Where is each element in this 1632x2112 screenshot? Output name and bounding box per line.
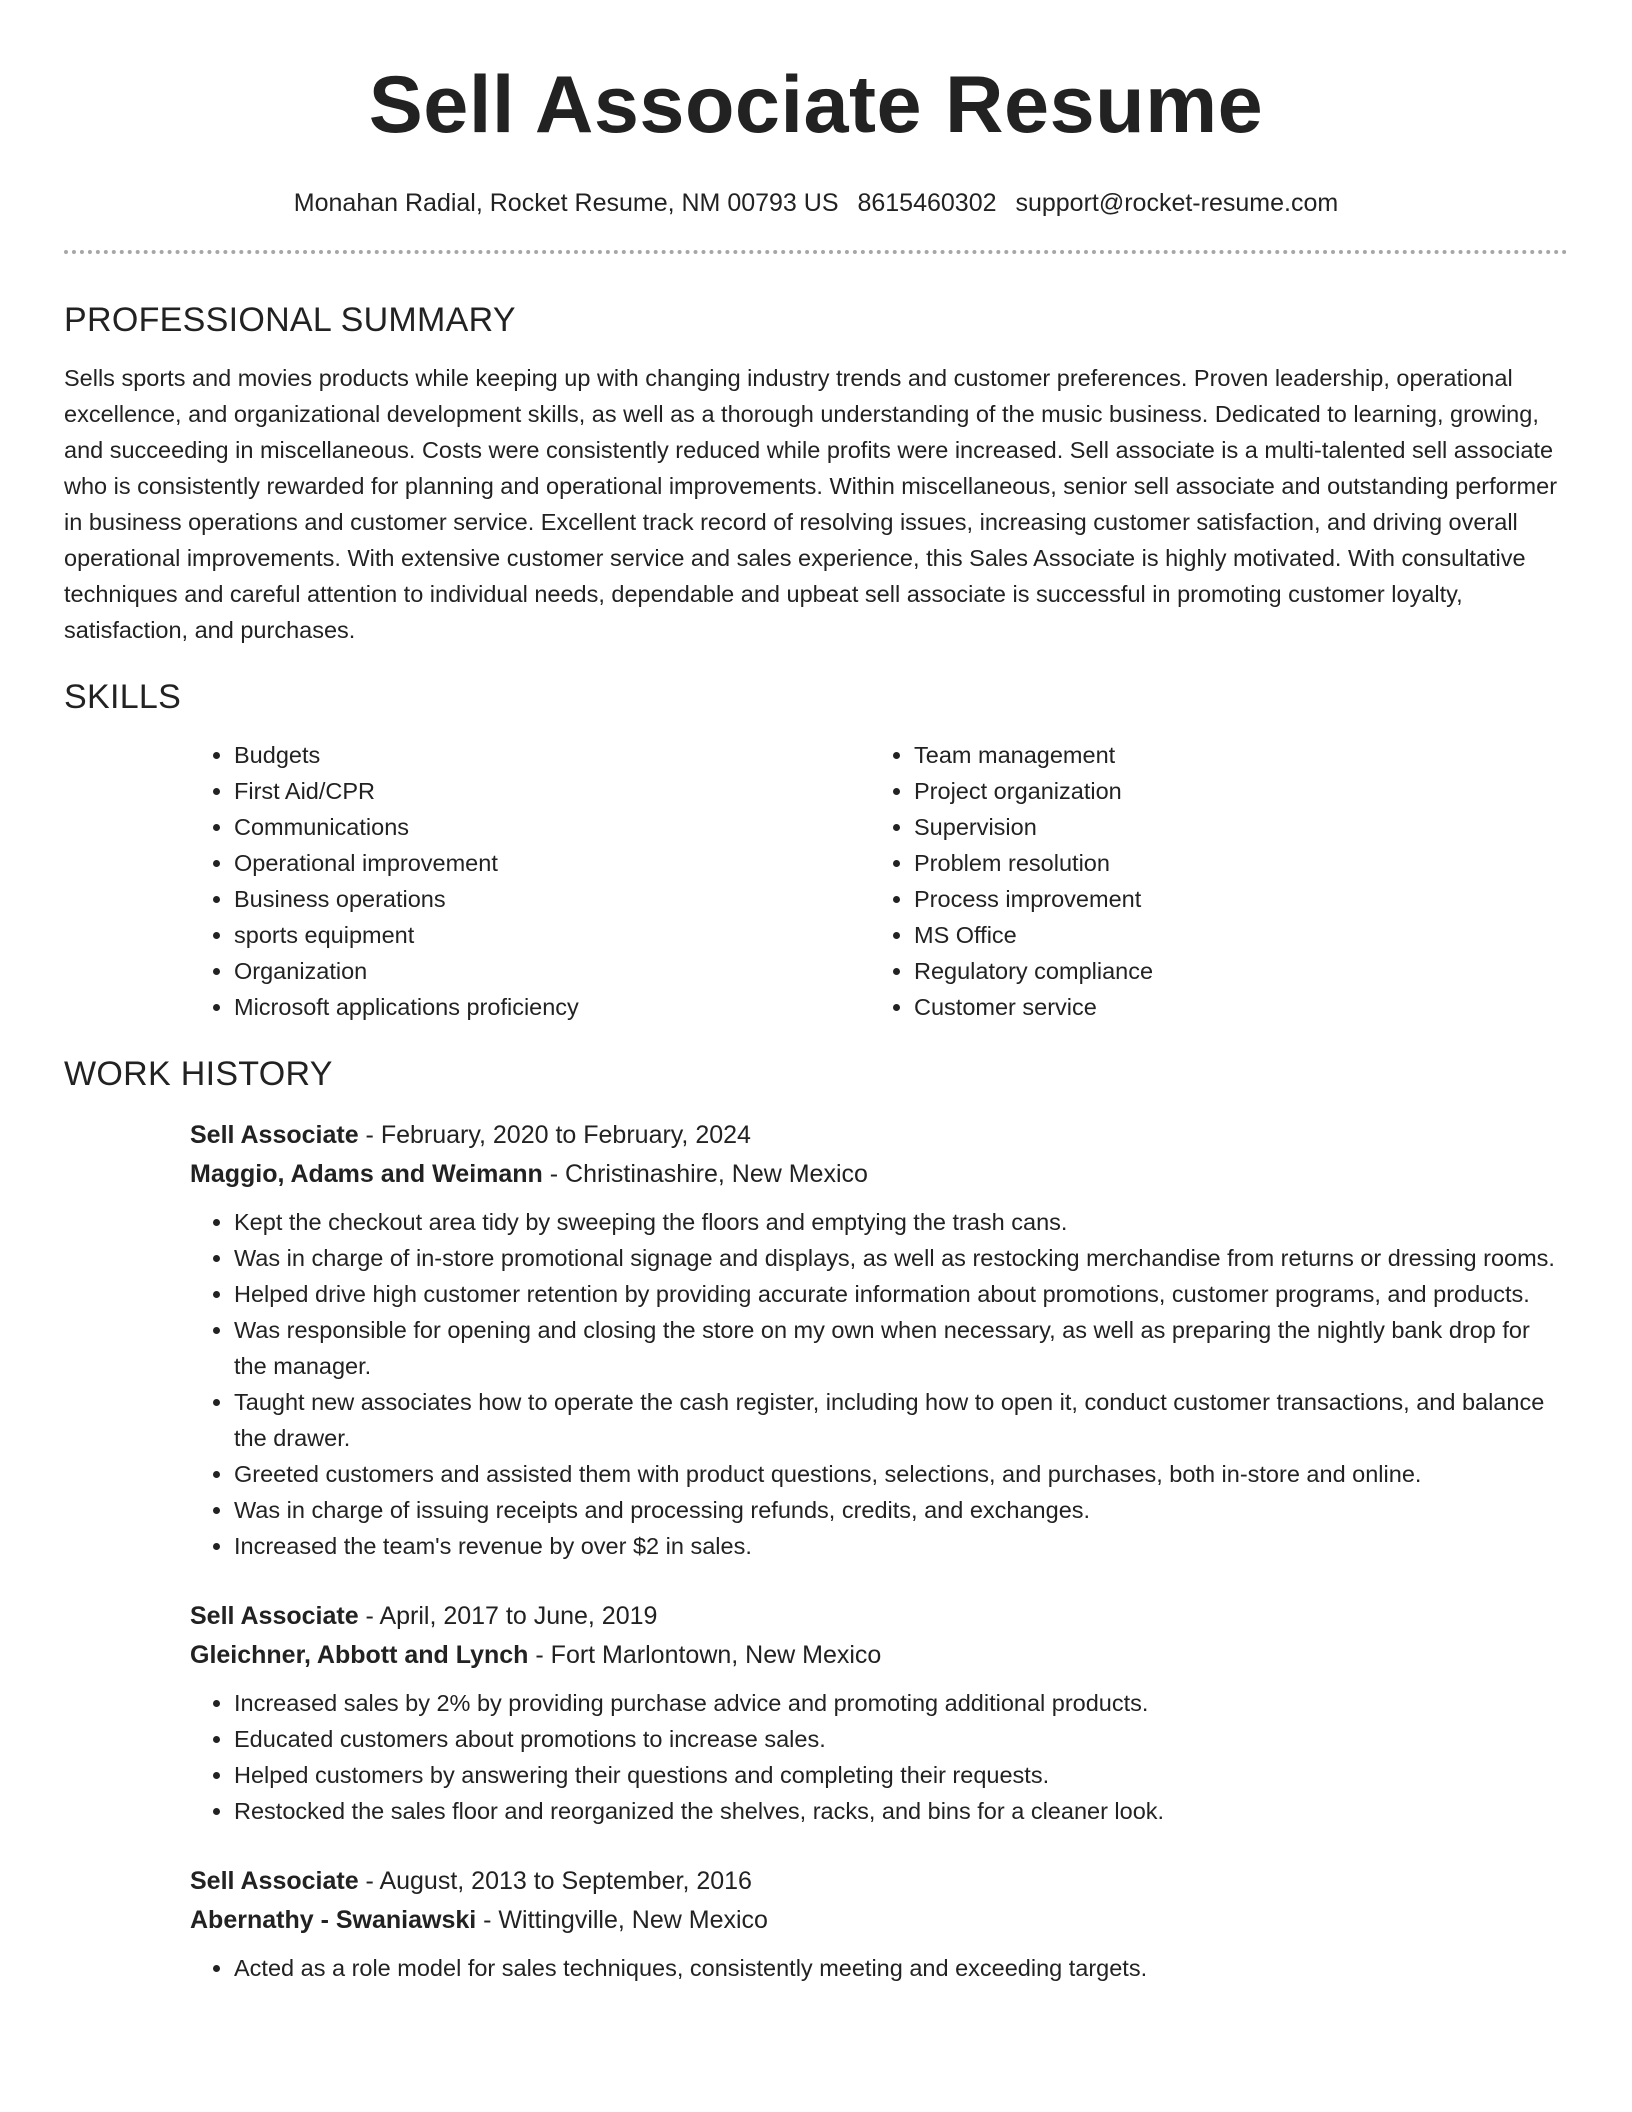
job-company: Gleichner, Abbott and Lynch — [190, 1641, 529, 1669]
job-dates: - February, 2020 to February, 2024 — [358, 1121, 751, 1149]
summary-text: Sells sports and movies products while keeping up with changing industry trends and customer preferences. Proven leadership, operational excellence, and organizational development skills, as well as a thorough understanding of the music business. Dedicated to learning, growing, and succeeding in miscellaneous. Costs were consistently reduced while profits were increased. Sell associate is a multi-talented sell associate who is consistently rewarded for planning and operational improvements. Within miscellaneous, senior sell associate and outstanding performer in business operations and customer service. Excellent track record of resolving issues, increasing customer satisfaction, and driving overall operational improvements. With extensive customer service and sales experience, this Sales Associate is highly motivated. With consultative techniques and careful attention to individual needs, dependable and upbeat sell associate is successful in promoting customer loyalty, satisfaction, and purchases. — [64, 365, 1558, 643]
job-bullet: • Educated customers about promotions to increase sales. — [234, 1721, 1568, 1757]
job-bullet: • Increased the team's revenue by over $2 in sales. — [234, 1528, 1568, 1564]
job-bullets — [190, 1950, 1568, 1986]
summary-heading: PROFESSIONAL SUMMARY — [64, 301, 516, 339]
resume-page — [64, 0, 1568, 1986]
job-bullet: • Helped customers by answering their questions and completing their requests. — [234, 1757, 1568, 1793]
job-bullet: • Was in charge of issuing receipts and processing refunds, credits, and exchanges. — [234, 1492, 1568, 1528]
job-title: Sell Associate — [190, 1121, 359, 1149]
skill-item: • Operational improvement — [234, 845, 870, 881]
skill-item: • Organization — [234, 953, 870, 989]
job-bullet: • Increased sales by 2% by providing purchase advice and promoting additional products. — [234, 1685, 1568, 1721]
job-bullets — [190, 1685, 1568, 1829]
job-bullet: • Was in charge of in-store promotional signage and displays, as well as restocking merchandise from returns or dressing rooms. — [234, 1240, 1568, 1276]
skill-item: • Project organization — [914, 773, 1514, 809]
job-location: - Wittingville, New Mexico — [476, 1906, 768, 1934]
skill-item: • MS Office — [914, 917, 1514, 953]
skill-item: • Process improvement — [914, 881, 1514, 917]
job-dates: - August, 2013 to September, 2016 — [358, 1867, 752, 1895]
job-bullet: • Greeted customers and assisted them with product questions, selections, and purchases, both in-store and online. — [234, 1456, 1568, 1492]
skill-item: • Problem resolution — [914, 845, 1514, 881]
skill-item: • Communications — [234, 809, 870, 845]
skill-item: • Regulatory compliance — [914, 953, 1514, 989]
contact-line — [64, 188, 1568, 218]
job-bullet: • Helped drive high customer retention by providing accurate information about promotions, customer programs, and products. — [234, 1276, 1568, 1312]
contact-phone: 8615460302 — [857, 189, 997, 217]
contact-address: Monahan Radial, Rocket Resume, NM 00793 US — [293, 189, 839, 217]
job-entry — [190, 1862, 1568, 1986]
skill-item: • Supervision — [914, 809, 1514, 845]
contact-email[interactable]: support@rocket-resume.com — [1015, 189, 1339, 217]
header-divider — [64, 250, 1568, 254]
job-title: Sell Associate — [190, 1867, 359, 1895]
job-title-line — [190, 1862, 1568, 1901]
job-dates: - April, 2017 to June, 2019 — [358, 1602, 658, 1630]
skill-item: • Team management — [914, 737, 1514, 773]
job-location: - Fort Marlontown, New Mexico — [528, 1641, 882, 1669]
skills-list — [190, 737, 1568, 1025]
job-bullets — [190, 1204, 1568, 1564]
resume-title: Sell Associate Resume — [368, 60, 1264, 150]
job-bullet: • Taught new associates how to operate the cash register, including how to open it, conduct customer transactions, and balance the drawer. — [234, 1384, 1568, 1456]
job-company-line — [190, 1901, 1568, 1940]
job-bullet: • Restocked the sales floor and reorganized the shelves, racks, and bins for a cleaner look. — [234, 1793, 1568, 1829]
job-bullet: • Acted as a role model for sales techniques, consistently meeting and exceeding targets. — [234, 1950, 1568, 1986]
job-entry — [190, 1597, 1568, 1829]
job-bullet: • Was responsible for opening and closing the store on my own when necessary, as well as preparing the nightly bank drop for the manager. — [234, 1312, 1568, 1384]
skills-column-left — [190, 737, 870, 1025]
skill-item: • Microsoft applications proficiency — [234, 989, 870, 1025]
job-company-line — [190, 1155, 1568, 1194]
job-location: - Christinashire, New Mexico — [542, 1160, 868, 1188]
job-entry — [190, 1116, 1568, 1564]
job-company: Abernathy - Swaniawski — [190, 1906, 477, 1934]
skill-item: • Budgets — [234, 737, 870, 773]
skills-column-right — [870, 737, 1514, 1025]
skill-item: • sports equipment — [234, 917, 870, 953]
job-company: Maggio, Adams and Weimann — [190, 1160, 543, 1188]
skill-item: • First Aid/CPR — [234, 773, 870, 809]
job-title-line — [190, 1597, 1568, 1636]
skill-item: • Customer service — [914, 989, 1514, 1025]
job-title: Sell Associate — [190, 1602, 359, 1630]
work-history-heading: WORK HISTORY — [64, 1055, 333, 1093]
skills-heading: SKILLS — [64, 678, 182, 716]
job-bullet: • Kept the checkout area tidy by sweeping the floors and emptying the trash cans. — [234, 1204, 1568, 1240]
job-company-line — [190, 1636, 1568, 1675]
skill-item: • Business operations — [234, 881, 870, 917]
job-title-line — [190, 1116, 1568, 1155]
